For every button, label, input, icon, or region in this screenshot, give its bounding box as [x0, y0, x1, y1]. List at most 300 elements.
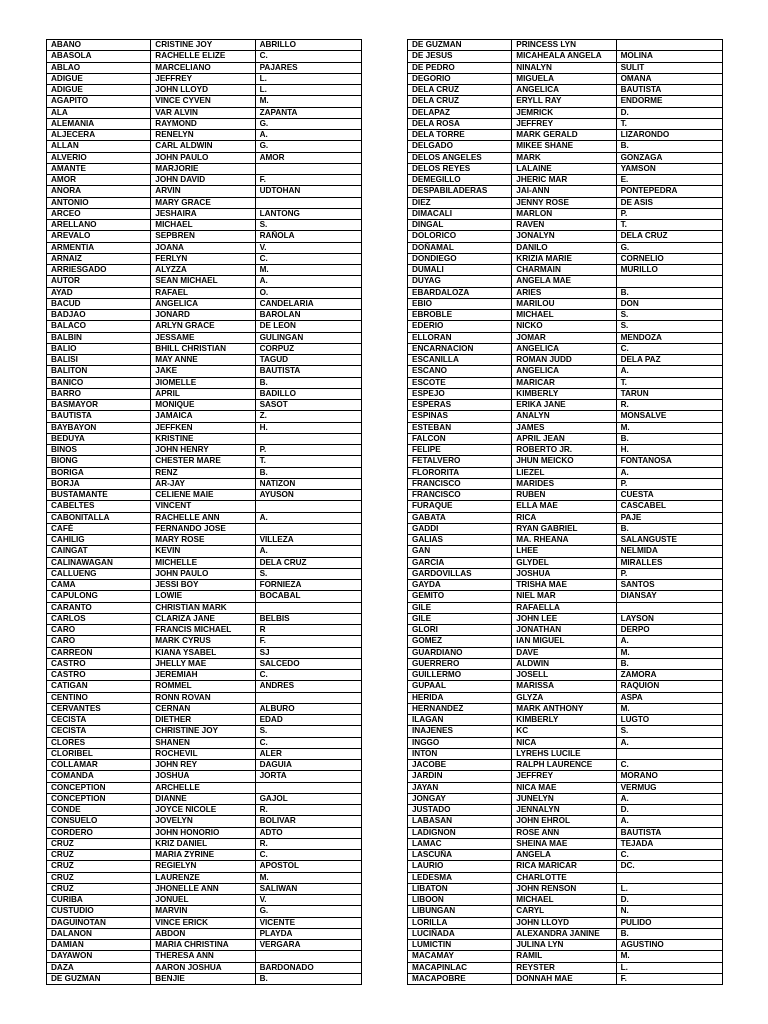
first-name-cell: KC — [512, 726, 616, 737]
surname-cell: CLORIBEL — [47, 748, 151, 759]
first-name-cell: JESSAME — [151, 332, 255, 343]
surname-cell: MACAPOBRE — [408, 973, 512, 984]
first-name-cell: MAY ANNE — [151, 355, 255, 366]
middle-name-cell: GONZAGA — [616, 152, 722, 163]
table-row — [408, 377, 723, 388]
surname-cell: ESPEJO — [408, 388, 512, 399]
first-name-cell: JEFFREY — [512, 771, 616, 782]
first-name-cell: FERLYN — [151, 253, 255, 264]
middle-name-cell: ABRILLO — [255, 40, 361, 51]
middle-name-cell — [255, 523, 361, 534]
middle-name-cell: ALBURO — [255, 703, 361, 714]
middle-name-cell: ZAMORA — [616, 670, 722, 681]
middle-name-cell: MORANO — [616, 771, 722, 782]
surname-cell: BARRO — [47, 388, 151, 399]
middle-name-cell: SASOT — [255, 400, 361, 411]
middle-name-cell: G. — [255, 141, 361, 152]
middle-name-cell: L. — [255, 73, 361, 84]
table-row — [47, 805, 362, 816]
first-name-cell: JEMRICK — [512, 107, 616, 118]
table-row — [47, 208, 362, 219]
surname-cell: JUSTADO — [408, 805, 512, 816]
middle-name-cell: C. — [255, 670, 361, 681]
table-row — [47, 253, 362, 264]
middle-name-cell: H. — [616, 445, 722, 456]
middle-name-cell: P. — [616, 208, 722, 219]
surname-cell: FRANCISCO — [408, 478, 512, 489]
surname-cell: BEDUYA — [47, 433, 151, 444]
surname-cell: DEMEGILLO — [408, 175, 512, 186]
middle-name-cell: A. — [616, 467, 722, 478]
middle-name-cell: GAJOL — [255, 793, 361, 804]
surname-cell: ELLORAN — [408, 332, 512, 343]
surname-cell: CASTRO — [47, 658, 151, 669]
table-row — [408, 940, 723, 951]
table-row — [47, 118, 362, 129]
surname-cell: GOMEZ — [408, 636, 512, 647]
surname-cell: CALLUENG — [47, 568, 151, 579]
first-name-cell: JOHN EHROL — [512, 816, 616, 827]
middle-name-cell: F. — [255, 175, 361, 186]
table-row — [408, 467, 723, 478]
table-row — [408, 130, 723, 141]
middle-name-cell: C. — [616, 760, 722, 771]
first-name-cell: ROMAN JUDD — [512, 355, 616, 366]
middle-name-cell: JORTA — [255, 771, 361, 782]
first-name-cell: NICKO — [512, 321, 616, 332]
surname-cell: FELIPE — [408, 445, 512, 456]
first-name-cell: LIEZEL — [512, 467, 616, 478]
middle-name-cell: R. — [616, 400, 722, 411]
middle-name-cell: UDTOHAN — [255, 186, 361, 197]
surname-cell: CARLOS — [47, 613, 151, 624]
middle-name-cell: C. — [255, 51, 361, 62]
table-row — [47, 591, 362, 602]
first-name-cell: RAYMOND — [151, 118, 255, 129]
first-name-cell: JOHN HONORIO — [151, 827, 255, 838]
middle-name-cell: ENDORME — [616, 96, 722, 107]
first-name-cell: JAMAICA — [151, 411, 255, 422]
first-name-cell: ALDWIN — [512, 658, 616, 669]
table-row — [47, 658, 362, 669]
first-name-cell: VINCE CYVEN — [151, 96, 255, 107]
first-name-cell: JOHN PAULO — [151, 568, 255, 579]
table-row — [408, 242, 723, 253]
middle-name-cell: S. — [255, 568, 361, 579]
table-row — [408, 321, 723, 332]
surname-cell: GILE — [408, 613, 512, 624]
table-row — [47, 490, 362, 501]
middle-name-cell: DELA PAZ — [616, 355, 722, 366]
surname-cell: FLORORITA — [408, 467, 512, 478]
surname-cell: CRUZ — [47, 883, 151, 894]
table-row — [47, 625, 362, 636]
table-row — [408, 647, 723, 658]
surname-cell: CECISTA — [47, 715, 151, 726]
table-row — [408, 343, 723, 354]
table-row — [47, 197, 362, 208]
middle-name-cell: B. — [255, 377, 361, 388]
middle-name-cell: M. — [616, 422, 722, 433]
surname-cell: BUSTAMANTE — [47, 490, 151, 501]
table-row — [408, 456, 723, 467]
table-row — [408, 838, 723, 849]
table-row — [408, 523, 723, 534]
middle-name-cell: LIZARONDO — [616, 130, 722, 141]
first-name-cell: BHILL CHRISTIAN — [151, 343, 255, 354]
table-row — [408, 265, 723, 276]
middle-name-cell: A. — [255, 546, 361, 557]
middle-name-cell: R. — [255, 805, 361, 816]
first-name-cell: JEFFREY — [151, 73, 255, 84]
table-row — [47, 703, 362, 714]
table-row — [408, 298, 723, 309]
surname-cell: JARDIN — [408, 771, 512, 782]
middle-name-cell: F. — [616, 973, 722, 984]
first-name-cell: JHERIC MAR — [512, 175, 616, 186]
table-row — [47, 782, 362, 793]
surname-cell: DAMIAN — [47, 940, 151, 951]
surname-cell: ALJECERA — [47, 130, 151, 141]
surname-cell: AMANTE — [47, 163, 151, 174]
first-name-cell: GLYDEL — [512, 557, 616, 568]
surname-cell: DUMALI — [408, 265, 512, 276]
table-row — [47, 512, 362, 523]
surname-cell: CRUZ — [47, 850, 151, 861]
surname-cell: JACOBE — [408, 760, 512, 771]
first-name-cell: JONATHAN — [512, 625, 616, 636]
table-row — [408, 501, 723, 512]
surname-cell: LORILLA — [408, 917, 512, 928]
first-name-cell: RICA — [512, 512, 616, 523]
middle-name-cell: VICENTE — [255, 917, 361, 928]
first-name-cell: JOHN LLOYD — [512, 917, 616, 928]
surname-cell: GARCIA — [408, 557, 512, 568]
middle-name-cell: C. — [255, 850, 361, 861]
surname-cell: DAGUINOTAN — [47, 917, 151, 928]
table-row — [47, 265, 362, 276]
first-name-cell: JEREMIAH — [151, 670, 255, 681]
middle-name-cell: S. — [616, 310, 722, 321]
table-row — [408, 310, 723, 321]
middle-name-cell: BAUTISTA — [255, 366, 361, 377]
surname-cell: DELOS REYES — [408, 163, 512, 174]
table-row — [408, 433, 723, 444]
surname-cell: GILE — [408, 602, 512, 613]
surname-cell: ILAGAN — [408, 715, 512, 726]
middle-name-cell: TEJADA — [616, 838, 722, 849]
table-row — [47, 107, 362, 118]
surname-cell: ESCOTE — [408, 377, 512, 388]
first-name-cell: MICHAEL — [512, 895, 616, 906]
table-row — [408, 591, 723, 602]
first-name-cell: MARK — [512, 152, 616, 163]
first-name-cell: AARON JOSHUA — [151, 962, 255, 973]
middle-name-cell: M. — [616, 951, 722, 962]
surname-cell: DELOS ANGELES — [408, 152, 512, 163]
first-name-cell: APRIL JEAN — [512, 433, 616, 444]
first-name-cell: JOSELL — [512, 670, 616, 681]
surname-cell: CARO — [47, 636, 151, 647]
first-name-cell: JAKE — [151, 366, 255, 377]
first-name-cell: AR-JAY — [151, 478, 255, 489]
surname-cell: ANTONIO — [47, 197, 151, 208]
first-name-cell: SHEINA MAE — [512, 838, 616, 849]
surname-cell: LUCIÑADA — [408, 928, 512, 939]
middle-name-cell: B. — [616, 287, 722, 298]
first-name-cell: MA. RHEANA — [512, 535, 616, 546]
surname-cell: BALACO — [47, 321, 151, 332]
middle-name-cell: S. — [255, 726, 361, 737]
first-name-cell: CLARIZA JANE — [151, 613, 255, 624]
table-row — [47, 467, 362, 478]
table-row — [408, 715, 723, 726]
surname-cell: CECISTA — [47, 726, 151, 737]
middle-name-cell: SALANGUSTE — [616, 535, 722, 546]
middle-name-cell: A. — [616, 366, 722, 377]
middle-name-cell: VILLEZA — [255, 535, 361, 546]
first-name-cell: CHRISTIAN MARK — [151, 602, 255, 613]
surname-cell: GUARDIANO — [408, 647, 512, 658]
table-row — [47, 523, 362, 534]
table-row — [408, 118, 723, 129]
table-row — [408, 906, 723, 917]
first-name-cell: MARVIN — [151, 906, 255, 917]
first-name-cell: IAN MIGUEL — [512, 636, 616, 647]
table-row — [408, 445, 723, 456]
first-name-cell: ANGELICA — [512, 343, 616, 354]
table-row — [47, 366, 362, 377]
table-row — [47, 895, 362, 906]
first-name-cell: JULINA LYN — [512, 940, 616, 951]
table-row — [408, 748, 723, 759]
first-name-cell: MARIA CHRISTINA — [151, 940, 255, 951]
surname-cell: CAINGAT — [47, 546, 151, 557]
first-name-cell: MARCELIANO — [151, 62, 255, 73]
table-row — [408, 827, 723, 838]
middle-name-cell: R. — [255, 838, 361, 849]
first-name-cell: CARL ALDWIN — [151, 141, 255, 152]
table-row — [408, 951, 723, 962]
middle-name-cell: C. — [616, 850, 722, 861]
first-name-cell: DAVE — [512, 647, 616, 658]
table-row — [408, 366, 723, 377]
first-name-cell: JENNALYN — [512, 805, 616, 816]
first-name-cell: JUNELYN — [512, 793, 616, 804]
middle-name-cell: T. — [616, 220, 722, 231]
table-row — [47, 51, 362, 62]
surname-cell: LASCUÑA — [408, 850, 512, 861]
first-name-cell: JOHN RENSON — [512, 883, 616, 894]
table-row — [408, 411, 723, 422]
first-name-cell: JEFFKEN — [151, 422, 255, 433]
first-name-cell: LHEE — [512, 546, 616, 557]
middle-name-cell: R — [255, 625, 361, 636]
table-row — [47, 175, 362, 186]
surname-cell: BADJAO — [47, 310, 151, 321]
first-name-cell: ANGELICA — [512, 366, 616, 377]
table-row — [47, 906, 362, 917]
table-row — [408, 332, 723, 343]
first-name-cell: KRISTINE — [151, 433, 255, 444]
first-name-cell: ABDON — [151, 928, 255, 939]
surname-cell: DE GUZMAN — [47, 973, 151, 984]
table-row — [408, 681, 723, 692]
surname-cell: DINGAL — [408, 220, 512, 231]
first-name-cell: BENJIE — [151, 973, 255, 984]
table-row — [408, 602, 723, 613]
first-name-cell: RACHELLE ELIZE — [151, 51, 255, 62]
surname-cell: BORJA — [47, 478, 151, 489]
surname-cell: AGAPITO — [47, 96, 151, 107]
table-row — [408, 388, 723, 399]
first-name-cell: JONALYN — [512, 231, 616, 242]
first-name-cell: CHARLOTTE — [512, 872, 616, 883]
first-name-cell: ALYZZA — [151, 265, 255, 276]
surname-cell: LEDESMA — [408, 872, 512, 883]
surname-cell: CABONITALLA — [47, 512, 151, 523]
surname-cell: DALANON — [47, 928, 151, 939]
middle-name-cell: EDAD — [255, 715, 361, 726]
surname-cell: ALVERIO — [47, 152, 151, 163]
table-row — [408, 535, 723, 546]
surname-cell: ANORA — [47, 186, 151, 197]
surname-cell: DAZA — [47, 962, 151, 973]
middle-name-cell — [255, 602, 361, 613]
middle-name-cell — [255, 782, 361, 793]
first-name-cell: JOHN DAVID — [151, 175, 255, 186]
first-name-cell: APRIL — [151, 388, 255, 399]
first-name-cell: MARILOU — [512, 298, 616, 309]
table-row — [47, 557, 362, 568]
table-row — [47, 771, 362, 782]
middle-name-cell: OMANA — [616, 73, 722, 84]
first-name-cell: JONUEL — [151, 895, 255, 906]
middle-name-cell: SANTOS — [616, 580, 722, 591]
table-row — [408, 400, 723, 411]
first-name-cell: CHARMAIN — [512, 265, 616, 276]
surname-cell: ARNAIZ — [47, 253, 151, 264]
middle-name-cell: PONTEPEDRA — [616, 186, 722, 197]
surname-cell: ALLAN — [47, 141, 151, 152]
table-row — [47, 287, 362, 298]
first-name-cell: KEVIN — [151, 546, 255, 557]
table-row — [47, 242, 362, 253]
table-row — [47, 883, 362, 894]
surname-cell: FURAQUE — [408, 501, 512, 512]
first-name-cell: SEPBREN — [151, 231, 255, 242]
surname-cell: LIBOON — [408, 895, 512, 906]
first-name-cell: RENELYN — [151, 130, 255, 141]
table-row — [408, 973, 723, 984]
first-name-cell: ERIKA JANE — [512, 400, 616, 411]
middle-name-cell: PAJARES — [255, 62, 361, 73]
table-row — [47, 411, 362, 422]
first-name-cell: MARK GERALD — [512, 130, 616, 141]
middle-name-cell: LUGTO — [616, 715, 722, 726]
first-name-cell: REYSTER — [512, 962, 616, 973]
first-name-cell: RAFAEL — [151, 287, 255, 298]
table-row — [47, 613, 362, 624]
surname-cell: BACUD — [47, 298, 151, 309]
first-name-cell: JHELLY MAE — [151, 658, 255, 669]
first-name-cell: JHONELLE ANN — [151, 883, 255, 894]
table-row — [408, 850, 723, 861]
surname-cell: EDERIO — [408, 321, 512, 332]
middle-name-cell: B. — [255, 467, 361, 478]
middle-name-cell: BOLIVAR — [255, 816, 361, 827]
surname-cell: CURIBA — [47, 895, 151, 906]
first-name-cell: KRIZIA MARIE — [512, 253, 616, 264]
table-row — [47, 433, 362, 444]
middle-name-cell: P. — [255, 445, 361, 456]
table-row — [47, 737, 362, 748]
middle-name-cell: DE LEON — [255, 321, 361, 332]
first-name-cell: GLYZA — [512, 692, 616, 703]
first-name-cell: ALEXANDRA JANINE — [512, 928, 616, 939]
first-name-cell: RYAN GABRIEL — [512, 523, 616, 534]
table-row — [47, 377, 362, 388]
surname-cell: CAFÉ — [47, 523, 151, 534]
table-row — [408, 771, 723, 782]
surname-cell: AUTOR — [47, 276, 151, 287]
table-row — [47, 152, 362, 163]
middle-name-cell: DELA CRUZ — [255, 557, 361, 568]
surname-cell: DAYAWON — [47, 951, 151, 962]
surname-cell: CRUZ — [47, 838, 151, 849]
first-name-cell: TRISHA MAE — [512, 580, 616, 591]
table-row — [408, 163, 723, 174]
middle-name-cell: TARUN — [616, 388, 722, 399]
surname-cell: DEGORIO — [408, 73, 512, 84]
middle-name-cell: PAJE — [616, 512, 722, 523]
middle-name-cell: PLAYDA — [255, 928, 361, 939]
middle-name-cell: NATIZON — [255, 478, 361, 489]
table-row — [47, 681, 362, 692]
table-row — [47, 298, 362, 309]
table-row — [408, 355, 723, 366]
surname-cell: ESCANO — [408, 366, 512, 377]
middle-name-cell: AGUSTINO — [616, 940, 722, 951]
first-name-cell: MARLON — [512, 208, 616, 219]
middle-name-cell — [616, 602, 722, 613]
table-row — [408, 760, 723, 771]
table-row — [47, 940, 362, 951]
middle-name-cell: M. — [255, 872, 361, 883]
surname-cell: ESPINAS — [408, 411, 512, 422]
surname-cell: CONCEPTION — [47, 782, 151, 793]
surname-cell: CLORES — [47, 737, 151, 748]
surname-cell: CALINAWAGAN — [47, 557, 151, 568]
middle-name-cell: LAYSON — [616, 613, 722, 624]
table-row — [408, 478, 723, 489]
table-row — [47, 827, 362, 838]
surname-cell: JONGAY — [408, 793, 512, 804]
surname-cell: GABATA — [408, 512, 512, 523]
middle-name-cell: MURILLO — [616, 265, 722, 276]
middle-name-cell: ZAPANTA — [255, 107, 361, 118]
surname-cell: ESTEBAN — [408, 422, 512, 433]
table-row — [47, 951, 362, 962]
surname-cell: DELA CRUZ — [408, 96, 512, 107]
surname-cell: ARRIESGADO — [47, 265, 151, 276]
first-name-cell: RAVEN — [512, 220, 616, 231]
surname-cell: BAUTISTA — [47, 411, 151, 422]
first-name-cell: DIANNE — [151, 793, 255, 804]
middle-name-cell: B. — [616, 523, 722, 534]
surname-cell: LIBATON — [408, 883, 512, 894]
middle-name-cell: L. — [616, 883, 722, 894]
